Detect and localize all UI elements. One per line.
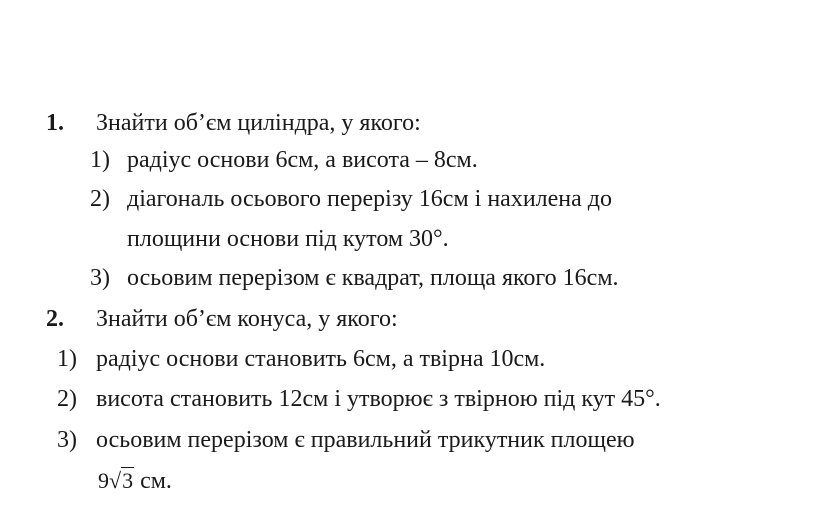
formula-radicand: 3 bbox=[122, 468, 134, 493]
problem-1-item-2-label: 2) bbox=[90, 186, 110, 212]
problem-1-title: Знайти об’єм циліндра, у якого: bbox=[96, 110, 421, 136]
problem-2-item-1-label: 1) bbox=[57, 346, 77, 372]
problem-2-title: Знайти об’єм конуса, у якого: bbox=[96, 306, 398, 332]
problem-2-item-2-text: висота становить 12см і утворює з твірною під кут 45°. bbox=[96, 386, 661, 412]
problem-1-number: 1. bbox=[46, 110, 64, 136]
problem-2-item-3-label: 3) bbox=[57, 427, 77, 453]
problem-1-item-3-label: 3) bbox=[90, 265, 110, 291]
problem-2-item-3-text: осьовим перерізом є правильний трикутник площею bbox=[96, 427, 635, 453]
problem-2-item-1-text: радіус основи становить 6см, а твірна 10см. bbox=[96, 346, 546, 372]
formula-coefficient: 9 bbox=[98, 468, 109, 493]
sqrt-icon: √ bbox=[109, 468, 122, 493]
problem-1-item-1-text: радіус основи 6см, а висота – 8см. bbox=[127, 147, 478, 173]
problem-1-item-3-text: осьовим перерізом є квадрат, площа якого 16см. bbox=[127, 265, 619, 291]
formula-unit: см. bbox=[140, 468, 172, 494]
square-root bbox=[109, 466, 134, 496]
problem-2-number: 2. bbox=[46, 306, 64, 332]
problem-1-item-1-label: 1) bbox=[90, 147, 110, 173]
problem-2-item-2-label: 2) bbox=[57, 386, 77, 412]
problem-1-item-2-text-line-1: діагональ осьового перерізу 16см і нахилена до bbox=[127, 186, 612, 212]
problem-1-item-2-text-line-2: площини основи під кутом 30°. bbox=[127, 226, 449, 252]
formula-area bbox=[98, 466, 172, 496]
